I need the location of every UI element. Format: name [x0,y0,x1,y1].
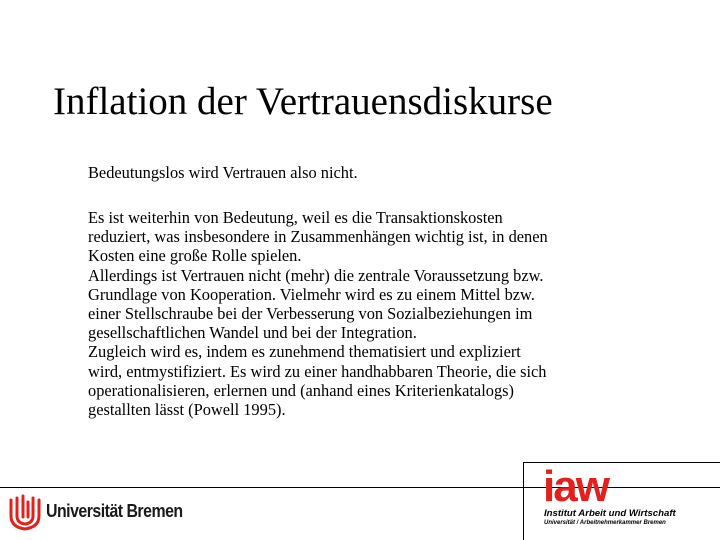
footer-divider [0,487,720,488]
paragraph-2-line: wird, entmystifiziert. Es wird zu einer handhabbaren Theorie, die sich [88,361,547,381]
paragraph-2-line: Kosten eine große Rolle spielen. [88,246,302,266]
paragraph-2-line: gesellschaftlichen Wandel und bei der Integration. [88,323,417,343]
universitaet-bremen-logo-icon [8,494,42,532]
paragraph-2-line: Allerdings ist Vertrauen nicht (mehr) die zentrale Voraussetzung bzw. [88,265,544,285]
paragraph-2-line: operationalisieren, erlernen und (anhand eines Kriterienkatalogs) [88,380,514,400]
paragraph-2-line: reduziert, was insbesondere in Zusammenhängen wichtig ist, in denen [88,227,548,247]
iaw-institute-name: Institut Arbeit und Wirtschaft [544,508,676,519]
paragraph-2-line: Grundlage von Kooperation. Vielmehr wird es zu einem Mittel bzw. [88,284,535,304]
logo-box-left-border [523,462,524,540]
slide-title: Inflation der Vertrauensdiskurse [53,80,553,123]
paragraph-2-line: Zugleich wird es, indem es zunehmend thematisiert und expliziert [88,342,521,362]
paragraph-2-line: gestallten lässt (Powell 1995). [88,400,286,420]
iaw-institute-subtitle: Universität / Arbeitnehmerkammer Bremen [544,520,666,526]
paragraph-1: Bedeutungslos wird Vertrauen also nicht. [88,163,358,182]
paragraph-2-line: einer Stellschraube bei der Verbesserung von Sozialbeziehungen im [88,304,533,324]
university-name: Universität Bremen [46,500,183,521]
iaw-logo-mark: iaw [543,462,608,511]
paragraph-2-line: Es ist weiterhin von Bedeutung, weil es die Transaktionskosten [88,208,503,227]
paragraph-2 [88,208,678,419]
